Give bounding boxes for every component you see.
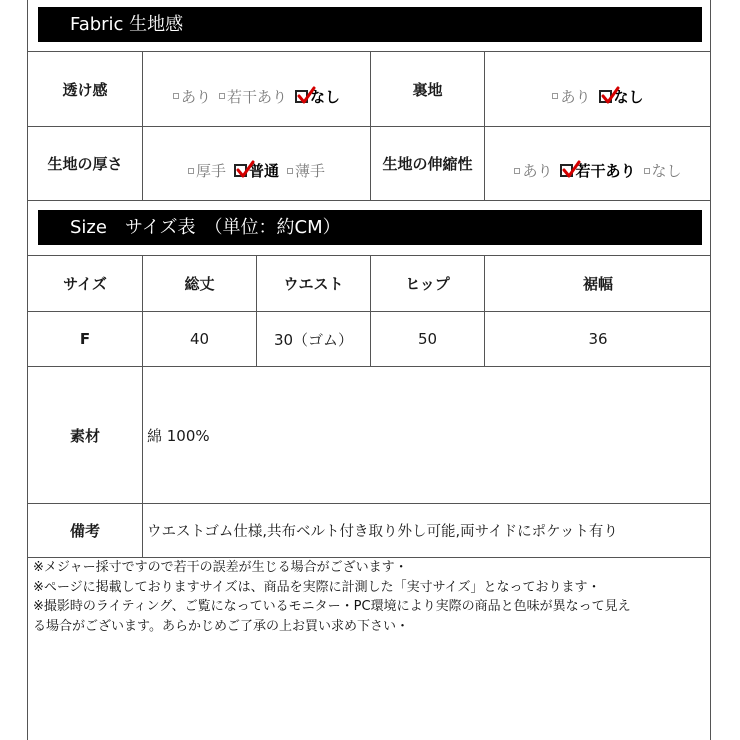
note-line: ※ページに掲載しておりますサイズは、商品を実際に計測した「実寸サイズ」となっております・ [33, 579, 601, 595]
fabric-option-label: 普通 [248, 162, 279, 180]
fabric-option-label: なし [613, 87, 644, 106]
fabric-option [234, 160, 279, 181]
fabric-option [219, 86, 287, 107]
fabric-option [644, 160, 682, 181]
material-value: 綿 100% [147, 426, 210, 445]
fabric-label-lining: 裏地 [412, 80, 443, 99]
size-cell-hem-width: 36 [588, 330, 608, 348]
unchecked-checkbox-icon [219, 93, 225, 99]
checked-checkbox-icon [599, 90, 612, 103]
fabric-option-label: あり [522, 162, 553, 180]
fabric-option [560, 160, 635, 181]
size-section-title: Size サイズ表 （単位：約CM） [38, 210, 702, 245]
fabric-label-transparency: 透け感 [62, 80, 108, 99]
fabric-option-label: なし [310, 87, 341, 106]
fabric-options-transparency [143, 52, 370, 132]
unchecked-checkbox-icon [188, 168, 194, 174]
fabric-option [295, 86, 340, 107]
size-cell-waist: 30（ゴム） [273, 330, 354, 349]
size-cell-length: 40 [189, 330, 210, 348]
fabric-option [173, 86, 211, 107]
fabric-label-thickness: 生地の厚さ [47, 155, 123, 173]
remarks-label: 備考 [69, 522, 100, 540]
fabric-option [552, 86, 590, 107]
fabric-options-stretch [485, 127, 711, 206]
fabric-option [599, 86, 644, 107]
checked-checkbox-icon [295, 90, 308, 103]
fabric-option-label: 若干あり [575, 162, 636, 180]
fabric-option-label: なし [651, 162, 682, 180]
fabric-section-title: Fabric 生地感 [38, 7, 702, 42]
fabric-option-label: 厚手 [195, 162, 226, 180]
fabric-option [287, 160, 325, 181]
fabric-label-stretch: 生地の伸縮性 [382, 155, 473, 173]
size-cell-size: F [79, 330, 91, 348]
fabric-option-label: あり [560, 87, 591, 106]
size-header-hem-width: 裾幅 [582, 275, 613, 293]
checked-checkbox-icon [560, 164, 573, 177]
size-header-size: サイズ [63, 275, 107, 293]
unchecked-checkbox-icon [644, 168, 650, 174]
fabric-option [514, 160, 552, 181]
size-header-hip: ヒップ [405, 275, 450, 293]
note-line: る場合がございます。あらかじめご了承の上お買い求め下さい・ [33, 618, 409, 634]
unchecked-checkbox-icon [514, 168, 520, 174]
unchecked-checkbox-icon [287, 168, 293, 174]
fabric-option-label: 薄手 [295, 162, 326, 180]
fabric-options-thickness [143, 127, 370, 206]
unchecked-checkbox-icon [173, 93, 179, 99]
fabric-option-label: あり [180, 87, 211, 106]
notes-block [33, 558, 708, 636]
fabric-options-lining [485, 52, 711, 132]
fabric-option-label: 若干あり [226, 87, 287, 106]
fabric-option [188, 160, 226, 181]
size-header-waist: ウエスト [283, 275, 344, 293]
note-line: ※メジャー採寸ですので若干の誤差が生じる場合がございます・ [33, 560, 408, 575]
note-line: ※撮影時のライティング、ご覧になっているモニター・PC環境により実際の商品と色味が異なって見え [33, 599, 631, 614]
size-header-length: 総丈 [184, 275, 215, 293]
checked-checkbox-icon [234, 164, 247, 177]
unchecked-checkbox-icon [552, 93, 558, 99]
size-cell-hip: 50 [417, 330, 438, 348]
remarks-value: ウエストゴム仕様,共布ベルト付き取り外し可能,両サイドにポケット有り [147, 524, 618, 540]
material-label: 素材 [69, 426, 100, 445]
